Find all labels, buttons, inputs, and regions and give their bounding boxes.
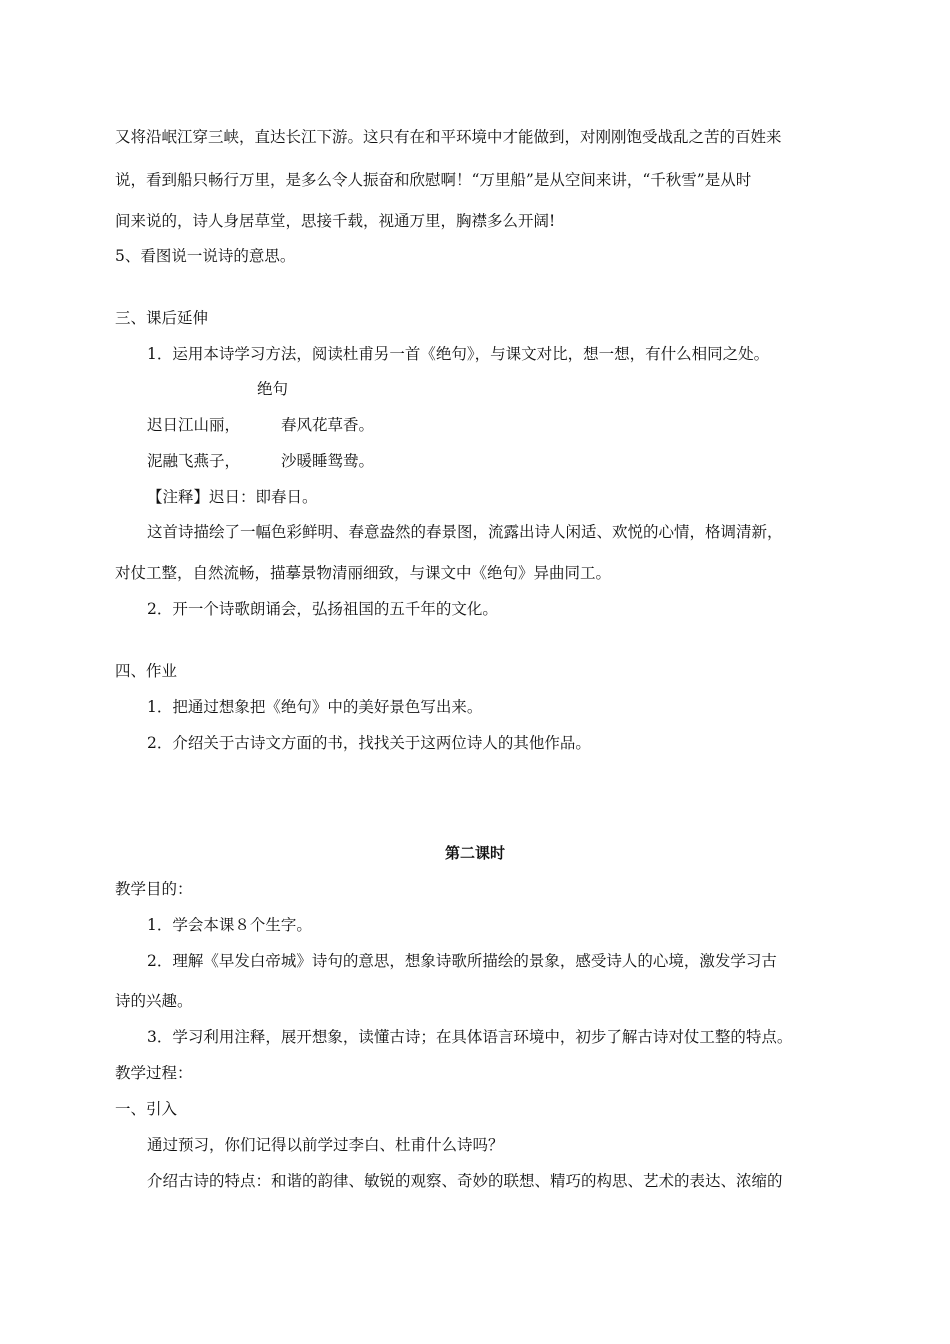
lesson-title: 第二课时 — [444, 844, 505, 862]
label: 教学过程： — [115, 1064, 193, 1082]
paragraph-line: 对仗工整，自然流畅，描摹景物清丽细致，与课文中《绝句》异曲同工。 — [115, 564, 612, 582]
poem-line: 沙暖睡鸳鸯。 — [281, 452, 375, 470]
section-heading: 四、作业 — [115, 662, 178, 680]
annotation: 【注释】迟日：即春日。 — [147, 488, 318, 506]
section-heading: 三、课后延伸 — [115, 309, 209, 327]
paragraph-line: 间来说的，诗人身居草堂，思接千载，视通万里，胸襟多么开阔! — [115, 212, 556, 230]
list-item: 1．运用本诗学习方法，阅读杜甫另一首《绝句》，与课文对比，想一想，有什么相同之处。 — [147, 345, 770, 363]
section-heading: 一、引入 — [115, 1100, 178, 1118]
list-item: 1．把通过想象把《绝句》中的美好景色写出来。 — [147, 698, 483, 716]
paragraph-line: 说，看到船只畅行万里，是多么令人振奋和欣慰啊！“万里船”是从空间来讲，“千秋雪”是从时 — [115, 171, 752, 189]
paragraph-line: 通过预习，你们记得以前学过李白、杜甫什么诗吗？ — [147, 1136, 504, 1154]
paragraph-line: 诗的兴趣。 — [115, 992, 193, 1010]
list-item: 2．理解《早发白帝城》诗句的意思，想象诗歌所描绘的景象，感受诗人的心境，激发学习古 — [147, 952, 777, 970]
list-item: 2．介绍关于古诗文方面的书，找找关于这两位诗人的其他作品。 — [147, 734, 591, 752]
paragraph-line: 介绍古诗的特点：和谐的韵律、敏锐的观察、奇妙的联想、精巧的构思、艺术的表达、浓缩的 — [147, 1172, 783, 1190]
poem-line: 迟日江山丽， — [147, 416, 241, 434]
poem-line: 春风花草香。 — [281, 416, 375, 434]
poem-title: 绝句 — [257, 380, 289, 398]
paragraph-line: 又将沿岷江穿三峡，直达长江下游。这只有在和平环境中才能做到，对刚刚饱受战乱之苦的百姓来 — [115, 128, 782, 146]
poem-line: 泥融飞燕子， — [147, 452, 241, 470]
label: 教学目的： — [115, 880, 193, 898]
paragraph-line: 这首诗描绘了一幅色彩鲜明、春意盎然的春景图，流露出诗人闲适、欢悦的心情，格调清新， — [147, 523, 783, 541]
list-item: 1．学会本课８个生字。 — [147, 916, 312, 934]
list-item: 2．开一个诗歌朗诵会，弘扬祖国的五千年的文化。 — [147, 600, 498, 618]
list-item: 5、看图说一说诗的意思。 — [115, 247, 296, 265]
list-item: 3．学习利用注释，展开想象，读懂古诗；在具体语言环境中，初步了解古诗对仗工整的特点。 — [147, 1028, 793, 1046]
